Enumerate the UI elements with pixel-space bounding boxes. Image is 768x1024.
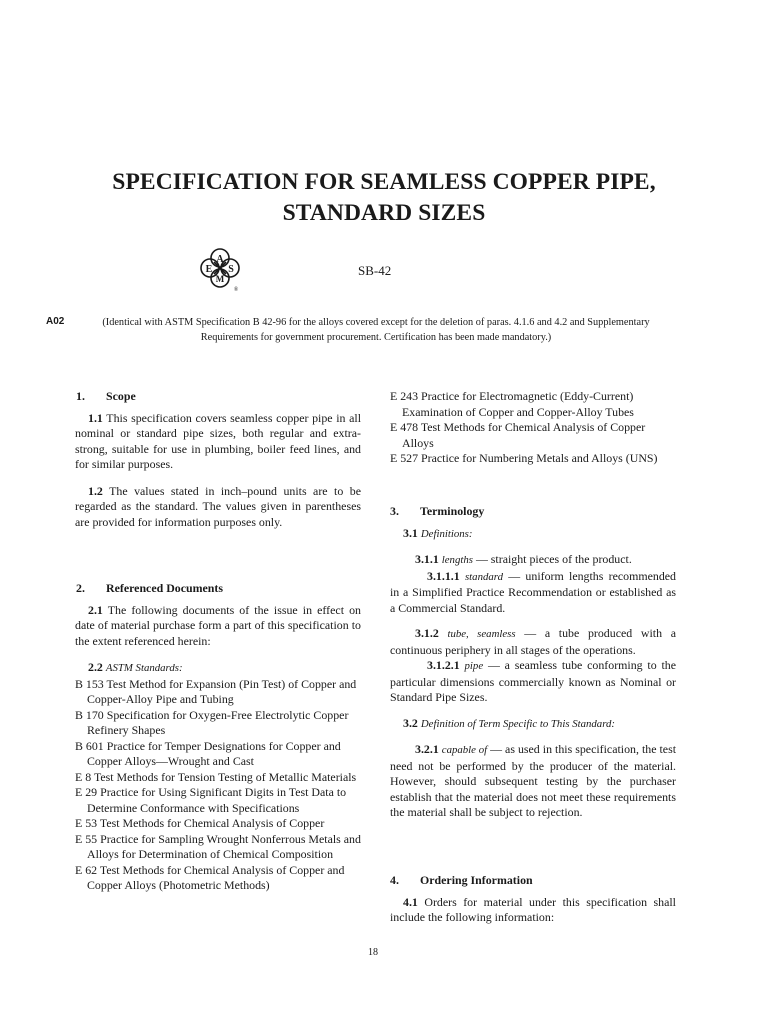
section-terminology <box>390 504 676 821</box>
reference-item: E 478 Test Methods for Chemical Analysis of Copper Alloys <box>390 420 646 450</box>
section-scope <box>75 389 361 530</box>
para-text: This specification covers seamless copper pipe in all nominal or standard pipe sizes, both regular and extra-strong, suitable for use in plumbing, boiler feed lines, and for similar purposes. <box>75 410 361 471</box>
astm-standards-label <box>75 660 361 677</box>
reference-item: E 55 Practice for Sampling Wrought Nonferrous Metals and Alloys for Determination of Chemical Composition <box>75 831 361 861</box>
reference-item: B 170 Specification for Oxygen-Free Electrolytic Copper Refinery Shapes <box>75 707 349 737</box>
subhead-text: ASTM Standards: <box>105 662 183 674</box>
term: lengths <box>441 554 473 566</box>
section-heading <box>76 581 361 597</box>
definition-3-1-1 <box>390 552 676 569</box>
definition-text: — a tube produced with a continuous periphery in all stages of the operations. <box>390 626 676 657</box>
section-referenced-documents <box>75 581 361 894</box>
definitions-label <box>390 526 676 543</box>
paragraph-4-1 <box>390 895 676 926</box>
section-title: Terminology <box>420 504 485 518</box>
title-line-1: SPECIFICATION FOR SEAMLESS COPPER PIPE, <box>112 169 656 195</box>
reference-item: E 29 Practice for Using Significant Digits in Test Data to Determine Conformance with Specifications <box>75 785 347 815</box>
term: standard <box>464 570 503 583</box>
reference-item: E 243 Practice for Electromagnetic (Eddy-Current) Examination of Copper and Copper-Alloy Tubes <box>390 389 634 419</box>
para-text: Orders for material under this specification shall include the following information: <box>390 894 676 924</box>
term: pipe <box>464 660 484 672</box>
para-number: 3.1.2.1 <box>427 658 460 672</box>
paragraph-1-1 <box>75 411 361 473</box>
section-heading <box>390 504 676 520</box>
registered-mark: ® <box>233 287 239 293</box>
para-number: 3.2 <box>403 715 418 730</box>
section-number: 2. <box>76 581 85 595</box>
page-number: 18 <box>368 947 378 958</box>
definition-3-1-2 <box>390 626 676 658</box>
para-number: 4.1 <box>403 894 418 909</box>
paragraph-2-1 <box>75 603 361 650</box>
reference-item: E 8 Test Methods for Tension Testing of Metallic Materials <box>75 769 357 784</box>
right-column <box>390 0 676 1024</box>
paragraph-1-2 <box>75 484 361 531</box>
section-heading <box>390 873 676 889</box>
reference-item: B 601 Practice for Temper Designations for Copper and Copper Alloys—Wrought and Cast <box>75 738 341 768</box>
logo-letter-s: S <box>228 264 234 275</box>
section-title: Ordering Information <box>420 873 533 887</box>
reference-item: E 527 Practice for Numbering Metals and Alloys (UNS) <box>390 451 658 465</box>
term: tube, seamless <box>447 628 516 640</box>
para-number: 3.1 <box>403 525 418 540</box>
title-line-2: STANDARD SIZES <box>282 200 486 226</box>
para-number: 3.1.1.1 <box>427 568 460 583</box>
reference-item: E 62 Test Methods for Chemical Analysis of Copper and Copper Alloys (Photometric Methods) <box>75 862 345 892</box>
left-column <box>75 0 361 1024</box>
identical-note: (Identical with ASTM Specification B 42-96 for the alloys covered except for the deletion of paras. 4.1.6 and 4.2 and Supplementary Requirements for government procurement. Certification has been made mandatory.) <box>102 317 650 343</box>
definition-3-2-1 <box>390 742 676 821</box>
para-number: 1.2 <box>88 483 103 498</box>
reference-item: E 53 Test Methods for Chemical Analysis of Copper <box>75 816 325 830</box>
para-number: 2.2 <box>88 660 103 674</box>
spec-number: SB-42 <box>358 263 392 278</box>
para-number: 3.2.1 <box>415 742 439 756</box>
section-number: 3. <box>390 504 399 518</box>
para-text: The values stated in inch–pound units are to be regarded as the standard. The values given in parentheses are provided for information purposes only. <box>75 483 361 529</box>
para-number: 3.1.2 <box>415 626 439 640</box>
para-number: 2.1 <box>88 602 103 617</box>
reference-list-continued <box>390 389 676 467</box>
definition-text: — uniform lengths recommended in a Simplified Practice Recommendation or established as a Commercial Standard. <box>390 568 676 615</box>
term: capable of <box>441 744 488 756</box>
section-ordering-information <box>390 873 676 926</box>
logo-letter-m: M <box>215 274 225 284</box>
definition-text: — a seamless tube conforming to the particular dimensions commercially known as Nominal or Standard Pipe Sizes. <box>390 658 676 704</box>
definition-text: — straight pieces of the product. <box>472 552 632 566</box>
para-text: The following documents of the issue in effect on date of material purchase form a part of this specification to the extent referenced herein: <box>75 602 361 648</box>
logo-letter-e: E <box>205 264 213 275</box>
revision-tag: A02 <box>46 316 65 327</box>
definition-3-1-1-1 <box>390 569 676 617</box>
para-number: 1.1 <box>88 410 103 425</box>
reference-item: B 153 Test Method for Expansion (Pin Test) of Copper and Copper-Alloy Pipe and Tubing <box>75 676 357 706</box>
section-title: Scope <box>106 389 136 403</box>
specific-definition-label <box>390 716 676 733</box>
subhead-text: Definition of Term Specific to This Standard: <box>420 717 616 730</box>
section-number: 1. <box>76 389 85 403</box>
logo-letter-a: A <box>216 254 224 265</box>
section-title: Referenced Documents <box>106 581 224 595</box>
subhead-text: Definitions: <box>420 527 473 540</box>
definition-3-1-2-1 <box>390 658 676 706</box>
section-number: 4. <box>390 873 399 887</box>
definition-text: — as used in this specification, the test need not be performed by the producer of the material. However, should subsequent testing by the purchaser establish that the material does not meet these requirements the material shall be subject to rejection. <box>390 742 676 819</box>
para-number: 3.1.1 <box>415 552 439 566</box>
section-heading <box>76 389 361 405</box>
